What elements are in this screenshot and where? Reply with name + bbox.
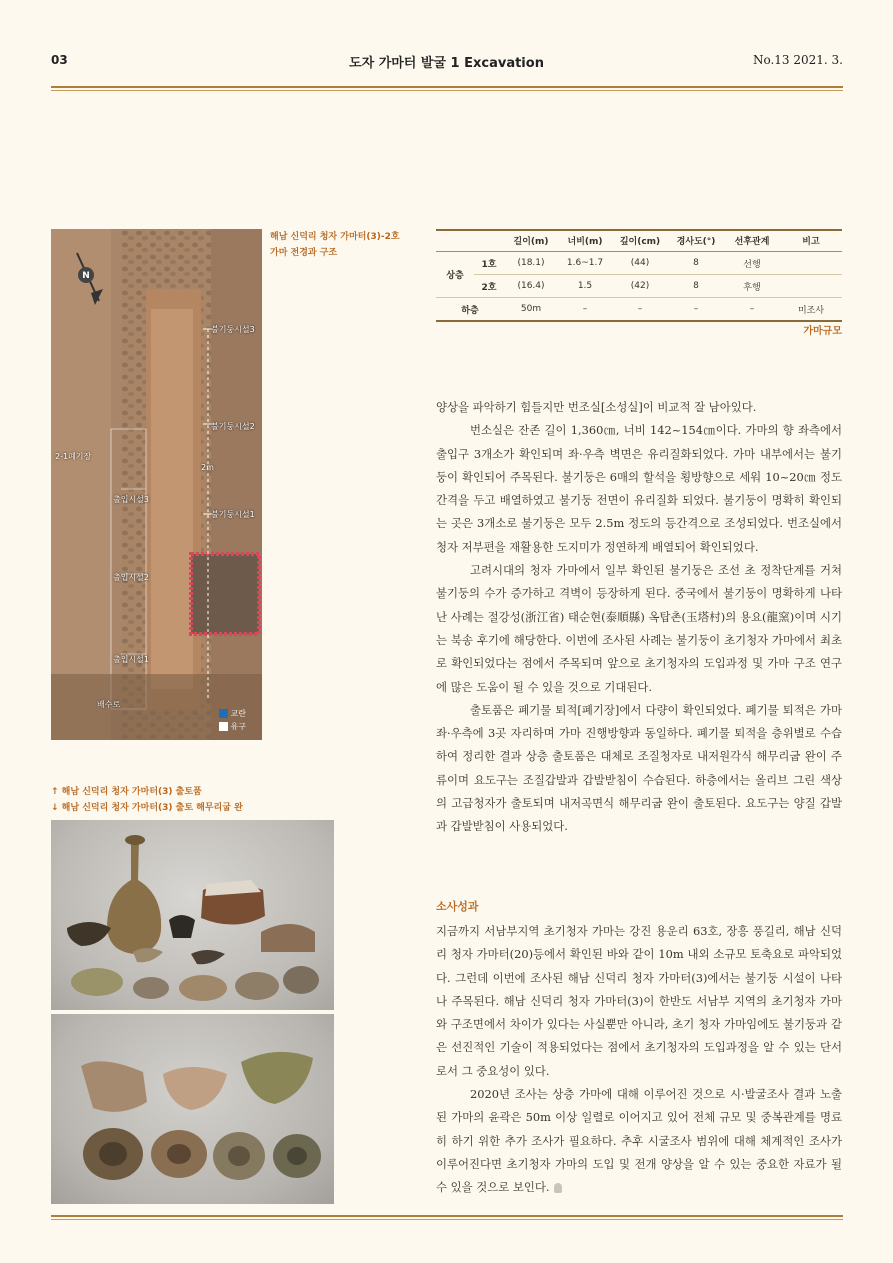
label-dump: 2-1폐기장 [55,452,92,461]
photo-legend [219,707,246,733]
section-heading: 소사성과 [436,900,479,913]
table-cell: (18.1) [504,252,558,275]
table-cell: (42) [612,275,668,298]
table-caption: 가마규모 [803,326,842,337]
table-cell: (44) [612,252,668,275]
label-entrance-2: 출입시설2 [113,573,150,582]
footer-rule-thin [51,1219,843,1220]
legend-swatch-feature [219,722,228,731]
table-cell: 8 [668,275,724,298]
header-rule [51,86,843,88]
kiln-dimensions-table [436,229,842,322]
table-header-cell: 너비(m) [558,229,612,252]
table-cell: (16.4) [504,275,558,298]
kiln-photo-art [51,229,262,740]
table-cell: – [724,298,780,322]
section-title: 도자 가마터 발굴 1 Excavation [349,56,544,71]
table-cell: 50m [504,298,558,322]
paragraph: 양상을 파악하기 힘들지만 번조실[소성실]이 비교적 잘 남아있다. [436,400,757,414]
artifact-captions [51,784,243,816]
table-cell-id: 2호 [474,275,504,298]
paragraph: 출토품은 폐기물 퇴적[폐기장]에서 다량이 확인되었다. 폐기물 퇴적은 가마 좌·우측에 3곳 자리하며 가마 진행방향과 동일하다. 폐기물 퇴적을 층위별로 수습하여 정리한 결과 상층 출토품은 대체로 조질청자로 내저원각식 해무리굽 완이 주류이며 요도구는 조질갑발과 갑발받침이 수습된다. 하층에서는 올리브 그린 색상의 고급청자가 출토되며 내저곡면식 해무리굽 완이 출토된다. 요도구는 양질 갑발과 갑발받침이 사용되었다. [436,702,842,834]
table-cell: – [668,298,724,322]
table-cell: – [558,298,612,322]
table-cell: 후행 [724,275,780,298]
page-header [0,0,893,95]
table-cell: 1.6~1.7 [558,252,612,275]
haemuri-bowls-photo [51,1014,334,1204]
issue-number: No.13 2021. 3. [752,53,843,67]
table-cell: 8 [668,252,724,275]
artifact-caption-2: ↓ 해남 신덕리 청자 가마터(3) 출토 해무리굽 완 [51,803,243,813]
paragraph: 지금까지 서남부지역 초기청자 가마는 강진 용운리 63호, 장흥 풍길리, 해남 신덕리 청자 가마터(20)등에서 확인된 바와 같이 10m 내외 소규모 토축요로 파악되었다. 그런데 이번에 조사된 해남 신덕리 청자 가마터(3)에서는 불기둥 시설이 나타나 주목된다. 해남 신덕리 청자 가마터(3)이 한반도 서남부 지역의 초기청자 가마와 구조면에서 차이가 있다는 사실뿐만 아니라, 초기 청자 가마임에도 불기둥과 같은 선진적인 기술이 적용되었다는 점에서 초기청자의 도입과정을 알 수 있는 단서로서 그 중요성이 있다. [436,924,842,1078]
table-cell: 미조사 [780,298,842,322]
footer-rule [51,1215,843,1217]
kiln-aerial-photo [51,229,262,740]
table-header-cell: 선후관계 [724,229,780,252]
table-group-upper: 상층 [436,252,474,298]
table-row [436,275,842,298]
table-cell-id: 1호 [474,252,504,275]
artifacts-photo-art [51,820,334,1010]
legend-swatch-disturbed [219,709,228,718]
label-entrance-3: 출입시설3 [113,495,150,504]
table-group-lower: 하층 [436,298,504,322]
table-cell: 1.5 [558,275,612,298]
label-entrance-1: 출입시설1 [113,655,150,664]
legend-label-feature: 유구 [230,722,247,731]
table-cell: 선행 [724,252,780,275]
svg-text:N: N [82,271,90,281]
table-header-cell: 경사도(°) [668,229,724,252]
label-flue-3: 불기둥시설3 [211,325,255,334]
table-header-cell: 길이(m) [504,229,558,252]
article-body-results [436,920,842,1200]
table-cell: – [612,298,668,322]
table-header-cell [474,229,504,252]
kiln-photo-caption [270,229,400,261]
table-header-cell: 비고 [780,229,842,252]
table-row [436,252,842,275]
label-flue-1: 불기둥시설1 [211,510,255,519]
paragraph: 번소실은 잔존 길이 1,360㎝, 너비 142~154㎝이다. 가마의 향 좌측에서 출입구 3개소가 확인되며 좌·우측 벽면은 유리질화되었다. 가마 내부에서는 불기둥이 확인되어 주목된다. 불기둥은 6매의 할석을 횡방향으로 세워 10~20㎝ 정도 간격을 두고 배열하였고 불기둥 전면이 유리질화 되었다. 불기둥이 명확히 확인되는 곳은 3개소로 불기둥은 모두 2.5m 정도의 등간격으로 조성되었다. 번조실에서 청자 저부편을 재활용한 도지미가 정연하게 배열되어 확인되었다. [436,423,842,554]
table-header-row [436,229,842,252]
label-drain: 배수로 [97,700,121,709]
bowls-photo-art [51,1014,334,1204]
table-header-cell [436,229,474,252]
paragraph-text: 2020년 조사는 상층 가마에 대해 이루어진 것으로 시·발굴조사 결과 노출된 가마의 윤곽은 50m 이상 일렬로 이어지고 있어 전체 규모 및 중복관계를 명료히 하기 위한 추가 조사가 필요하다. 추후 시굴조사 범위에 대해 체계적인 조사가 이루어진다면 초기청자 가마의 도입 및 전개 양상을 알 수 있는 중요한 자료가 될 수 있을 것으로 보인다. [436,1087,842,1195]
table-cell [780,252,842,275]
paragraph: 고려시대의 청자 가마에서 일부 확인된 불기둥은 조선 초 정착단계를 거쳐 불기둥의 수가 증가하고 격벽이 등장하게 된다. 중국에서 불기둥이 명확하게 나타난 사례는 절강성(浙江省) 태순현(泰順縣) 옥탑촌(玉塔村)의 용요(龍窯)이며 시기는 북송 후기에 해당한다. 이번에 조사된 사례는 불기둥이 초기청자 가마에서 최초로 확인되었다는 점에서 주목되며 앞으로 초기청자의 도입과정 및 가마 구조 연구에 많은 도움이 될 수 있을 것으로 기대된다. [436,563,842,694]
table-cell [780,275,842,298]
label-scale: 2m [201,463,214,472]
artifact-caption-1: ↑ 해남 신덕리 청자 가마터(3) 출토품 [51,787,202,797]
table-header-cell: 깊이(cm) [612,229,668,252]
label-flue-2: 불기둥시설2 [211,422,255,431]
artifacts-photo [51,820,334,1010]
legend-label-disturbed: 교란 [230,709,247,718]
header-rule-thin [51,90,843,91]
end-mark-icon [554,1183,562,1193]
table-row [436,298,842,322]
kiln-caption-line1: 해남 신덕리 청자 가마터(3)-2호 [270,232,400,242]
page-number: 03 [51,53,68,67]
kiln-caption-line2: 가마 전경과 구조 [270,248,338,258]
paragraph [436,1083,842,1199]
article-body [436,396,842,839]
